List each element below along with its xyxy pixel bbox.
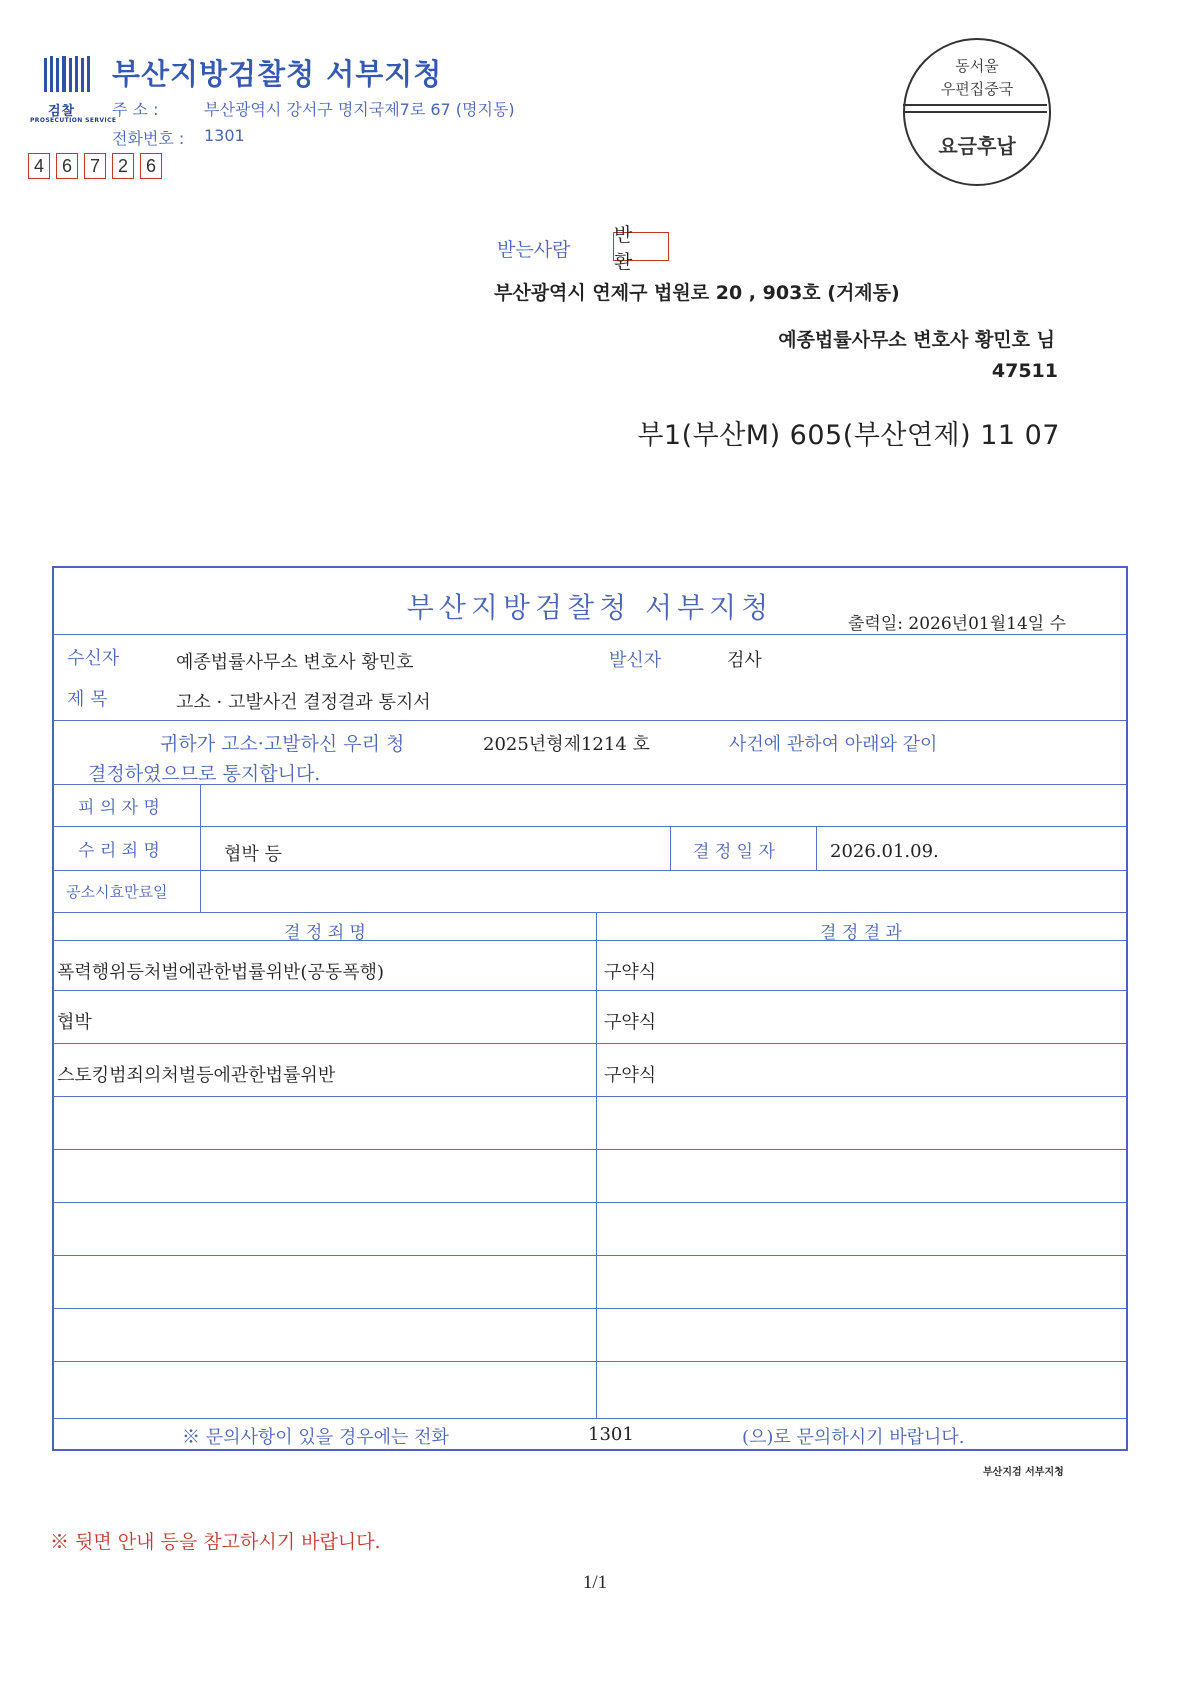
row-divider [54, 1043, 1126, 1044]
recipient-field-label: 수신자 [67, 648, 120, 669]
sender-zip-code [28, 153, 162, 179]
stamp-divider [903, 104, 1047, 106]
divider [54, 826, 1126, 827]
recipient-zip: 47511 [991, 360, 1058, 382]
postal-route-code: 부1(부산M) 605(부산연제) 11 07 [637, 420, 1060, 451]
zip-digit: 6 [56, 153, 78, 179]
decision-row-result: 구약식 [604, 1065, 657, 1086]
divider [54, 940, 1126, 941]
accepted-charge-label: 수 리 죄 명 [78, 841, 160, 861]
result-column-header: 결 정 결 과 [820, 923, 902, 943]
row-divider [54, 1308, 1126, 1309]
row-divider [54, 1202, 1126, 1203]
reverse-side-footnote: ※ 뒷면 안내 등을 참고하시기 바랍니다. [50, 1531, 381, 1553]
inquiry-phone: 1301 [588, 1424, 634, 1445]
prosecution-logo-icon [44, 56, 90, 92]
zip-digit: 4 [28, 153, 50, 179]
row-divider [54, 990, 1126, 991]
divider [200, 870, 201, 912]
sender-address: 부산광역시 강서구 명지국제7로 67 (명지동) [204, 100, 515, 119]
stamp-center-name-2: 우편집중국 [940, 80, 1014, 98]
subject-label: 제 목 [67, 689, 108, 710]
decision-row-result: 구약식 [604, 962, 657, 983]
row-divider [54, 1149, 1126, 1150]
divider [54, 870, 1126, 871]
sender-field-value: 검사 [727, 650, 762, 671]
decision-notice-form [52, 566, 1128, 1451]
office-seal-text: 부산지검 서부지청 [983, 1467, 1064, 1478]
case-number: 2025년형제1214 호 [483, 734, 650, 755]
divider [54, 634, 1126, 635]
subject-value: 고소 · 고발사건 결정결과 통지서 [176, 692, 431, 713]
row-divider [54, 1255, 1126, 1256]
inquiry-text-1: ※ 문의사항이 있을 경우에는 전화 [182, 1427, 449, 1448]
divider [54, 720, 1126, 721]
divider [816, 826, 817, 870]
logo-subtext: PROSECUTION SERVICE [30, 117, 117, 124]
recipient-name: 예종법률사무소 변호사 황민호 님 [778, 329, 1055, 351]
decision-row-charge: 스토킹범죄의처벌등에관한법률위반 [57, 1065, 336, 1086]
page-number: 1/1 [582, 1572, 608, 1593]
stamp-center-name: 동서울 [955, 57, 999, 75]
row-divider [54, 1096, 1126, 1097]
logo-text: 검찰 [48, 104, 76, 119]
intro-text-1: 귀하가 고소·고발하신 우리 청 [160, 733, 405, 755]
print-date: 출력일: 2026년01월14일 수 [848, 614, 1067, 634]
decision-date-value: 2026.01.09. [830, 841, 939, 862]
decision-date-label: 결 정 일 자 [693, 842, 775, 862]
recipient-address: 부산광역시 연제구 법원로 20 , 903호 (거제동) [494, 282, 900, 304]
stamp-divider [903, 111, 1047, 113]
stamp-fee-text: 요금후납 [938, 134, 1016, 158]
divider [670, 826, 671, 870]
inquiry-text-2: (으)로 문의하시기 바랍니다. [742, 1427, 965, 1448]
row-divider [54, 1361, 1126, 1362]
address-label: 주 소 : [112, 100, 159, 119]
intro-text-3: 결정하였으므로 통지합니다. [88, 763, 321, 785]
suspect-label: 피 의 자 명 [78, 798, 160, 818]
sender-field-label: 발신자 [609, 650, 662, 671]
zip-digit: 7 [84, 153, 106, 179]
decision-row-result: 구약식 [604, 1012, 657, 1033]
phone-label: 전화번호 : [112, 129, 185, 148]
divider [596, 912, 597, 1418]
divider [200, 826, 201, 870]
sender-phone: 1301 [204, 126, 245, 145]
divider [54, 912, 1126, 913]
decision-row-charge: 협박 [57, 1012, 92, 1033]
divider [54, 1418, 1126, 1419]
zip-digit: 2 [112, 153, 134, 179]
recipient-field-value: 예종법률사무소 변호사 황민호 [176, 652, 414, 673]
intro-text-2: 사건에 관하여 아래와 같이 [729, 734, 938, 755]
decision-row-charge: 폭력행위등처벌에관한법률위반(공동폭행) [57, 962, 385, 983]
sender-office-name: 부산지방검찰청 서부지청 [112, 57, 443, 91]
notice-title: 부산지방검찰청 서부지청 [406, 591, 774, 624]
divider [54, 784, 1126, 785]
recipient-label: 받는사람 [497, 239, 571, 261]
zip-digit: 6 [140, 153, 162, 179]
return-mark: 반 환 [613, 232, 669, 261]
charge-column-header: 결 정 죄 명 [284, 923, 366, 943]
accepted-charge-value: 협박 등 [224, 844, 282, 865]
prescription-label: 공소시효만료일 [66, 883, 168, 901]
divider [200, 784, 201, 826]
